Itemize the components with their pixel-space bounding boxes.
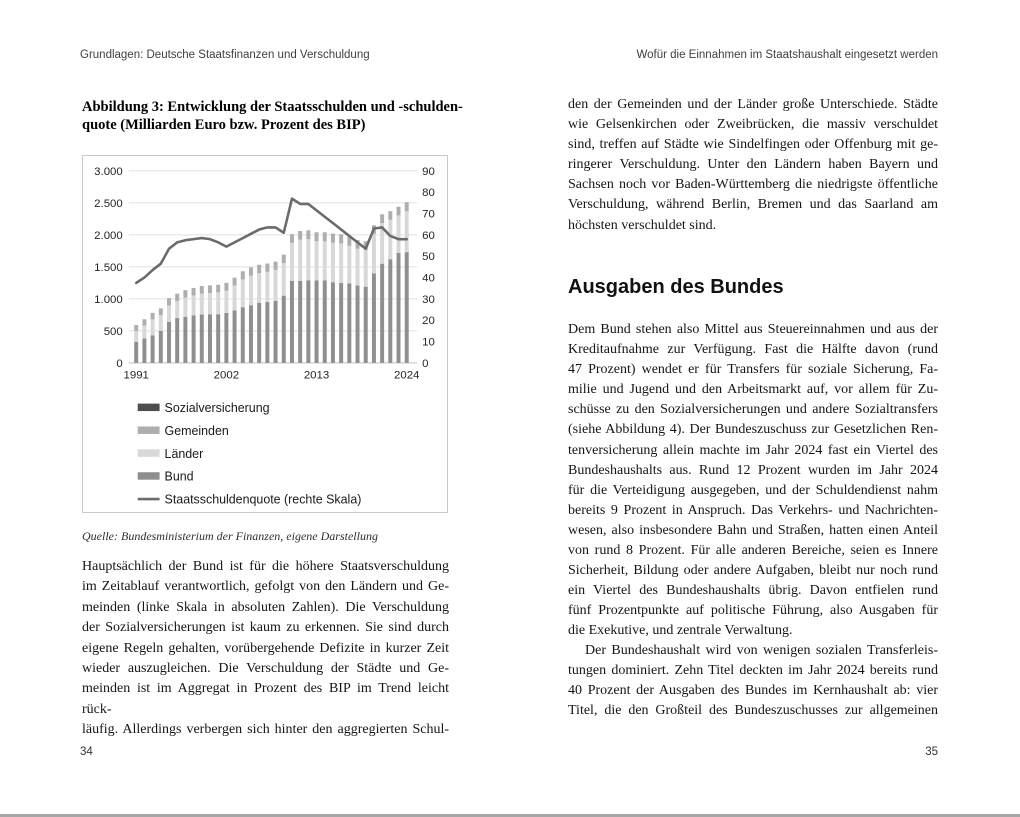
bar-segment-länder (274, 270, 278, 301)
bar-segment-länder (151, 319, 155, 335)
bar-segment-gemeinden (405, 202, 409, 211)
bar-segment-bund (208, 314, 212, 363)
text-line: wieder auszugleichen. Die Verschuldung der Städte und Ge- (82, 661, 449, 677)
bar-segment-bund (142, 339, 146, 363)
bar-segment-bund (200, 315, 204, 363)
bar-segment-bund (306, 280, 310, 363)
bar-segment-bund (265, 302, 269, 363)
bar-segment-bund (339, 283, 343, 363)
bar-segment-bund (323, 280, 327, 363)
legend-label: Staatsschuldenquote (rechte Skala) (164, 492, 362, 507)
right-axis-tick: 70 (422, 208, 435, 221)
left-axis-tick: 2.000 (94, 229, 123, 242)
right-axis-tick: 60 (422, 229, 435, 242)
bar-segment-länder (167, 305, 171, 322)
bar-segment-gemeinden (151, 313, 155, 319)
bar-segment-gemeinden (175, 294, 179, 301)
text-line: quote (Milliarden Euro bzw. Prozent des BIP) (82, 116, 366, 133)
page-number-left: 34 (80, 746, 93, 758)
text-line: den der Gemeinden und der Länder große Unterschiede. Städte (568, 97, 938, 112)
bar-segment-gemeinden (388, 211, 392, 220)
text-line: meinden (linke Skala in absoluten Zahlen). Die Verschuldung (82, 599, 449, 615)
bar-segment-bund (257, 303, 261, 363)
bar-segment-länder (200, 294, 204, 315)
bar-segment-bund (331, 282, 335, 363)
x-axis-tick: 2002 (213, 369, 240, 382)
bar-segment-gemeinden (249, 268, 253, 276)
section-heading: Ausgaben des Bundes (568, 276, 784, 298)
bar-segment-bund (159, 331, 163, 363)
bar-segment-bund (134, 342, 138, 363)
bar-segment-bund (167, 322, 171, 363)
legend-label: Sozialversicherung (164, 401, 270, 416)
text-line: die Exekutive, und zentrale Verwaltung. (568, 623, 793, 639)
bar-segment-länder (265, 272, 269, 302)
text-line: Kreditaufnahme zur Verfügung. Fast die Hälfte davon (rund (568, 342, 938, 358)
text-line: läufig. Allerdings verbergen sich hinter den aggregierten Schul- (82, 722, 449, 738)
text-line: Verschuldung, während Berlin, Bremen und das Saarland am (568, 197, 938, 213)
right-axis-tick: 40 (422, 272, 435, 285)
text-line: wie Gelsenkirchen oder Zweibrücken, die massiv verschuldet (568, 117, 938, 133)
text-line: ringerer Verschuldung. Unter den Ländern haben Bayern und (568, 157, 938, 173)
page-number-right: 35 (925, 746, 938, 758)
bar-segment-bund (241, 307, 245, 363)
bar-segment-bund (347, 284, 351, 363)
right-axis-tick: 50 (422, 251, 435, 264)
bar-segment-länder (257, 273, 261, 302)
text-line: wesen, also insbesondere Bahn und Straßen, hatten einen Anteil (568, 522, 938, 538)
left-body-paragraph (82, 557, 449, 741)
text-line: Bundeshaushalts aus. Rund 12 Prozent wurden im Jahr 2024 (568, 462, 938, 478)
bar-segment-länder (208, 293, 212, 314)
bar-segment-gemeinden (397, 207, 401, 216)
bar-segment-gemeinden (208, 285, 212, 292)
right-axis-tick: 80 (422, 187, 435, 200)
right-axis-tick: 30 (422, 293, 435, 306)
bar-segment-länder (364, 250, 368, 287)
bar-segment-länder (347, 246, 351, 284)
bar-segment-bund (372, 273, 376, 363)
bar-segment-gemeinden (331, 234, 335, 243)
bar-segment-länder (339, 243, 343, 282)
text-line: Dem Bund stehen also Mittel aus Steuereinnahmen und aus der (568, 322, 938, 337)
bar-segment-länder (134, 331, 138, 342)
left-axis-tick: 2.500 (94, 197, 123, 210)
bar-segment-länder (323, 241, 327, 280)
bar-segment-länder (397, 215, 401, 252)
text-line: eigene Regeln gehalten, vorübergehende Defizite in kurzer Zeit (82, 640, 449, 656)
bar-segment-gemeinden (339, 234, 343, 243)
right-axis-tick: 90 (422, 165, 435, 178)
text-line: von rund 8 Prozent. Für alle anderen Bereiche, seien es Innere (568, 543, 938, 559)
bar-segment-bund (183, 317, 187, 363)
bar-segment-bund (356, 285, 360, 362)
text-line: milie und Jugend und den Arbeitsmarkt auf, vor allem für Zu- (568, 382, 938, 398)
bar-segment-bund (233, 310, 237, 362)
text-line: ein Viertel des Bundeshaushalts übrig. Davon entfielen rund (568, 583, 938, 599)
text-line: sind, treffen auf Städte wie Sindelfingen oder Offenburg mit ge- (568, 137, 938, 153)
text-line: Sicherheit, Bildung oder andere Aufgaben, bleibt nur noch rund (568, 563, 938, 579)
left-axis-tick: 1.000 (94, 293, 123, 306)
bar-segment-länder (159, 315, 163, 331)
right-paragraph-3 (568, 641, 938, 721)
bar-segment-länder (282, 263, 286, 296)
bar-segment-bund (216, 314, 220, 363)
bar-segment-länder (372, 234, 376, 273)
bar-segment-bund (364, 287, 368, 363)
bar-segment-bund (249, 305, 253, 363)
text-line: Abbildung 3: Entwicklung der Staatsschulden und -schulden- (82, 99, 463, 115)
bar-segment-gemeinden (315, 232, 319, 241)
text-line: 47 Prozent) wendet er für Transfers für soziale Sicherung, Fa- (568, 362, 938, 378)
text-line: bereits 9 Prozent in Anspruch. Das Verkehrs- und Nachrichten- (568, 502, 938, 518)
text-line: Der Bundeshaushalt wird von wenigen sozialen Transferleis- (585, 643, 938, 658)
left-axis-tick: 500 (103, 325, 123, 338)
text-line: fünf Prozentpunkte auf politische Führung, also Ausgaben für (568, 603, 938, 619)
bar-segment-länder (306, 239, 310, 280)
bar-segment-gemeinden (282, 255, 286, 263)
bar-segment-länder (175, 301, 179, 318)
x-axis-tick: 2013 (303, 369, 330, 382)
bar-segment-länder (241, 279, 245, 307)
bar-segment-länder (388, 220, 392, 259)
text-line: tungen dominiert. Zehn Titel deckten im Jahr 2024 bereits rund (568, 663, 938, 679)
bar-segment-bund (405, 252, 409, 363)
bar-segment-gemeinden (192, 288, 196, 295)
bar-segment-gemeinden (233, 278, 237, 286)
bar-segment-gemeinden (380, 214, 384, 223)
bar-segment-bund (388, 259, 392, 363)
bar-segment-gemeinden (159, 309, 163, 316)
text-line: 40 Prozent der Ausgaben des Bundes im Kernhaushalt ab: vier (568, 683, 938, 699)
bar-segment-gemeinden (323, 232, 327, 241)
legend-label: Bund (164, 469, 194, 484)
bar-segment-länder (356, 249, 360, 286)
legend-label: Länder (164, 446, 204, 461)
legend-swatch-sozialversicherung (138, 404, 160, 411)
bar-segment-bund (175, 318, 179, 363)
bar-segment-gemeinden (298, 231, 302, 240)
bar-segment-gemeinden (142, 319, 146, 325)
text-line: für die Verteidigung ausgegeben, und der Schuldendienst nahm (568, 482, 938, 498)
bar-segment-gemeinden (257, 265, 261, 273)
text-line: Titel, die den Großteil des Bundeszuschusses zur allgemeinen (568, 703, 938, 719)
bar-segment-länder (233, 286, 237, 311)
right-paragraph-1 (568, 95, 938, 236)
bar-segment-bund (274, 301, 278, 363)
bar-segment-bund (224, 313, 228, 363)
legend-label: Gemeinden (164, 423, 229, 438)
text-line: der Sozialversicherungen ist kaum zu erkennen. Sie sind durch (82, 620, 449, 636)
bar-segment-länder (290, 243, 294, 281)
figure-source: Quelle: Bundesministerium der Finanzen, eigene Darstellung (82, 529, 378, 543)
bar-segment-länder (183, 298, 187, 317)
bar-segment-länder (192, 295, 196, 315)
figure-chart (82, 155, 448, 513)
bar-segment-gemeinden (241, 271, 245, 279)
bar-segment-bund (315, 280, 319, 363)
bar-segment-länder (331, 243, 335, 282)
x-axis-tick: 1991 (123, 369, 149, 382)
bar-segment-länder (224, 291, 228, 313)
legend-swatch-länder (138, 449, 160, 456)
bar-segment-länder (405, 211, 409, 252)
text-line: höchsten verschuldet sind. (568, 217, 717, 233)
bar-segment-bund (290, 281, 294, 363)
running-head-left: Grundlagen: Deutsche Staatsfinanzen und Verschuldung (80, 49, 370, 61)
bar-segment-gemeinden (183, 290, 187, 297)
bar-segment-bund (192, 315, 196, 362)
figure-title (82, 99, 477, 134)
bar-segment-gemeinden (200, 286, 204, 294)
text-line: im Zeitablauf verantwortlich, gefolgt von den Ländern und Ge- (82, 579, 449, 595)
bar-segment-gemeinden (224, 283, 228, 291)
right-paragraph-2 (568, 320, 938, 642)
text-line: Sachsen noch vor Baden-Württemberg die niedrigste öffentliche (568, 177, 938, 193)
text-line: (siehe Abbildung 4). Der Bundeszuschuss zur Gesetzlichen Ren- (568, 422, 938, 438)
bar-segment-bund (282, 296, 286, 363)
bar-segment-gemeinden (134, 325, 138, 331)
bar-segment-bund (397, 253, 401, 363)
bar-segment-gemeinden (216, 285, 220, 292)
bar-segment-länder (298, 240, 302, 281)
text-line: Hauptsächlich der Bund ist für die höhere Staatsverschuldung (82, 559, 449, 574)
legend-swatch-gemeinden (138, 426, 160, 433)
bar-segment-gemeinden (290, 234, 294, 243)
bar-segment-bund (151, 335, 155, 363)
bar-segment-länder (216, 292, 220, 314)
left-axis-tick: 1.500 (94, 261, 123, 274)
running-head-right: Wofür die Einnahmen im Staatshaushalt eingesetzt werden (636, 49, 938, 61)
right-axis-tick: 0 (422, 357, 429, 370)
bar-segment-gemeinden (265, 264, 269, 272)
text-line: meinden ist im Aggregat in Prozent des BIP im Trend leicht rück- (82, 681, 449, 717)
bar-segment-gemeinden (167, 298, 171, 305)
bar-segment-bund (298, 281, 302, 363)
bar-segment-länder (315, 241, 319, 280)
bar-segment-gemeinden (274, 262, 278, 270)
right-axis-tick: 20 (422, 315, 435, 328)
bar-segment-bund (380, 264, 384, 363)
right-axis-tick: 10 (422, 336, 435, 349)
x-axis-tick: 2024 (394, 369, 420, 382)
legend-swatch-bund (138, 472, 160, 479)
left-axis-tick: 0 (116, 357, 123, 370)
bar-segment-länder (142, 325, 146, 338)
bar-segment-länder (249, 276, 253, 305)
left-axis-tick: 3.000 (94, 165, 123, 178)
text-line: tenversicherung allein machte im Jahr 2024 fast ein Viertel des (568, 442, 938, 458)
text-line: schüsse zu den Sozialversicherungen und andere Sozialtransfers (568, 402, 938, 418)
chart-canvas (83, 156, 447, 512)
bar-segment-gemeinden (306, 230, 310, 239)
